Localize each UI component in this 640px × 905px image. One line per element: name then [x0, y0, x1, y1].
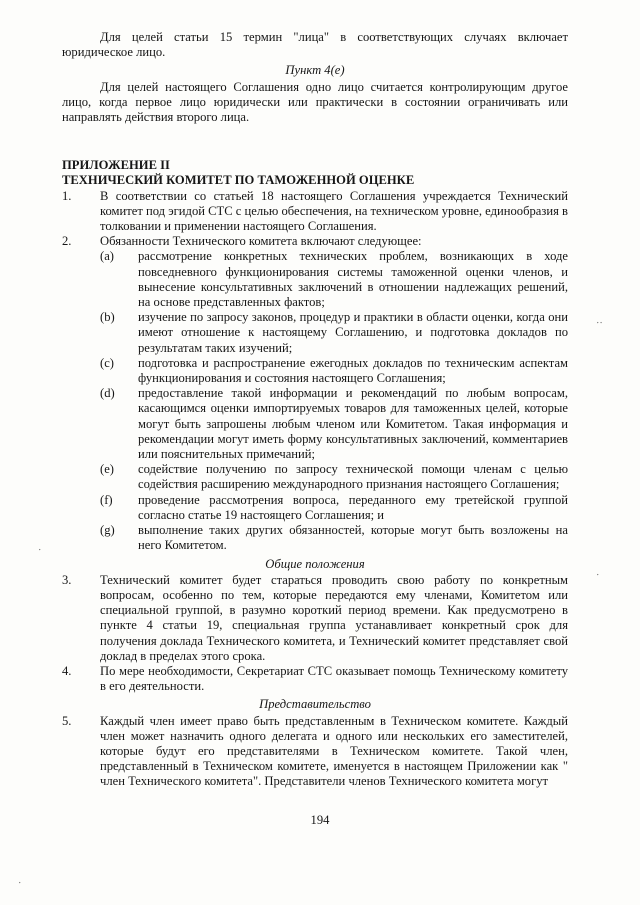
sub-item-letter: (a) — [100, 249, 114, 264]
sub-item-text: подготовка и распространение ежегодных докладов по техническим аспектам функционирования и состояния настоящего Соглашения; — [138, 355, 568, 386]
document-page — [62, 30, 568, 790]
item-3 — [62, 573, 568, 664]
sub-item-letter: (c) — [100, 355, 114, 370]
sub-item-b — [100, 310, 568, 356]
heading-representation: Представительство — [259, 697, 371, 712]
sub-item-text: рассмотрение конкретных технических проблем, возникающих в ходе повседневного функционирования системы таможенной оценки членов, и вынесение консультативных заключений в отношении надлежащих решений, на основе представленных фактов; — [138, 249, 568, 310]
item-number: 2. — [62, 234, 72, 249]
sub-item-g — [100, 523, 568, 553]
item-text: Технический комитет будет стараться проводить свою работу по конкретным вопросам, особенно по тем, которые передаются ему членами, Комитетом или специальной группой, в разумно короткий период времени. Как предусмотрено в пункте 4 статьи 19, специальная группа устанавливает конкретный срок для получения доклада Технического комитета, и Технический комитет представляет свой доклад в пределах этого срока. — [100, 572, 568, 663]
scan-speck-mark: ⋅ — [38, 545, 42, 556]
scan-speck-mark: ⋅⋅ — [596, 318, 603, 329]
item-4 — [62, 664, 568, 694]
item-2 — [62, 234, 568, 249]
sub-item-text: содействие получению по запросу технической помощи членам с целью содействия расширению международного признания настоящего Соглашения; — [138, 462, 568, 492]
sub-item-f — [100, 493, 568, 523]
sub-item-text: предоставление такой информации и рекомендаций по любым вопросам, касающимся оценки импортируемых товаров для таможенных целей, которые могут быть запрошены любым членом или Комитетом. Такая информация и рекомендации могут иметь форму консультативных заключений, комментариев или пояснительных примечаний; — [138, 386, 568, 462]
item-number: 4. — [62, 663, 72, 678]
scan-speck-mark: ⋅ — [596, 570, 600, 581]
item-5 — [62, 714, 568, 790]
sub-item-letter: (d) — [100, 386, 115, 401]
sub-item-e — [100, 462, 568, 492]
item-number: 3. — [62, 572, 72, 587]
heading-punkt-4e: Пункт 4(е) — [285, 63, 345, 78]
section-gap — [62, 125, 568, 158]
sub-item-letter: (e) — [100, 462, 114, 477]
scan-speck-mark: ⋅ — [18, 878, 22, 889]
annex-subtitle: ТЕХНИЧЕСКИЙ КОМИТЕТ ПО ТАМОЖЕННОЙ ОЦЕНКЕ — [62, 173, 415, 188]
item-text: Обязанности Технического комитета включают следующее: — [100, 234, 422, 249]
sub-item-text: изучение по запросу законов, процедур и практики в области оценки, когда они имеют отношение к настоящему Соглашению, и подготовка докладов по результатам таких изучений; — [138, 310, 568, 355]
sub-item-d — [100, 386, 568, 462]
item-1 — [62, 189, 568, 235]
sub-item-letter: (f) — [100, 492, 113, 507]
sub-item-a — [100, 249, 568, 310]
annex-title: ПРИЛОЖЕНИЕ II — [62, 158, 170, 173]
sub-item-c — [100, 356, 568, 386]
sub-item-letter: (g) — [100, 523, 115, 538]
heading-general-provisions: Общие положения — [265, 556, 365, 571]
item-text: Каждый член имеет право быть представленным в Техническом комитете. Каждый член может назначить одного делегата и одного или нескольких его заместителей, которые будут его представителями в Техническом комитете. Такой член, представленный в Техническом комитете, именуется в настоящем Приложении как " член Технического комитета". Представители членов Технического комитета могут — [100, 713, 568, 789]
sub-item-text: выполнение таких других обязанностей, которые могут быть возложены на него Комитетом. — [138, 523, 568, 553]
item-number: 5. — [62, 713, 72, 728]
paragraph-article-15: Для целей статьи 15 термин "лица" в соответствующих случаях включает юридическое лицо. — [62, 30, 568, 60]
sub-item-text: проведение рассмотрения вопроса, переданного ему третейской группой согласно статье 19 настоящего Соглашения; и — [138, 492, 568, 522]
sub-item-letter: (b) — [100, 310, 115, 325]
item-text: В соответствии со статьей 18 настоящего Соглашения учреждается Технический комитет под эгидой СТС с целью обеспечения, на техническом уровне, единообразия в толковании и применении настоящего Соглашения. — [100, 188, 568, 234]
paragraph-control: Для целей настоящего Соглашения одно лицо считается контролирующим другое лицо, когда первое лицо юридически или практически в состоянии ограничивать или направлять действия второго лица. — [62, 79, 568, 125]
page-number: 194 — [310, 813, 330, 827]
item-text: По мере необходимости, Секретариат СТС оказывает помощь Техническому комитету в его деятельности. — [100, 663, 568, 694]
item-number: 1. — [62, 188, 72, 203]
